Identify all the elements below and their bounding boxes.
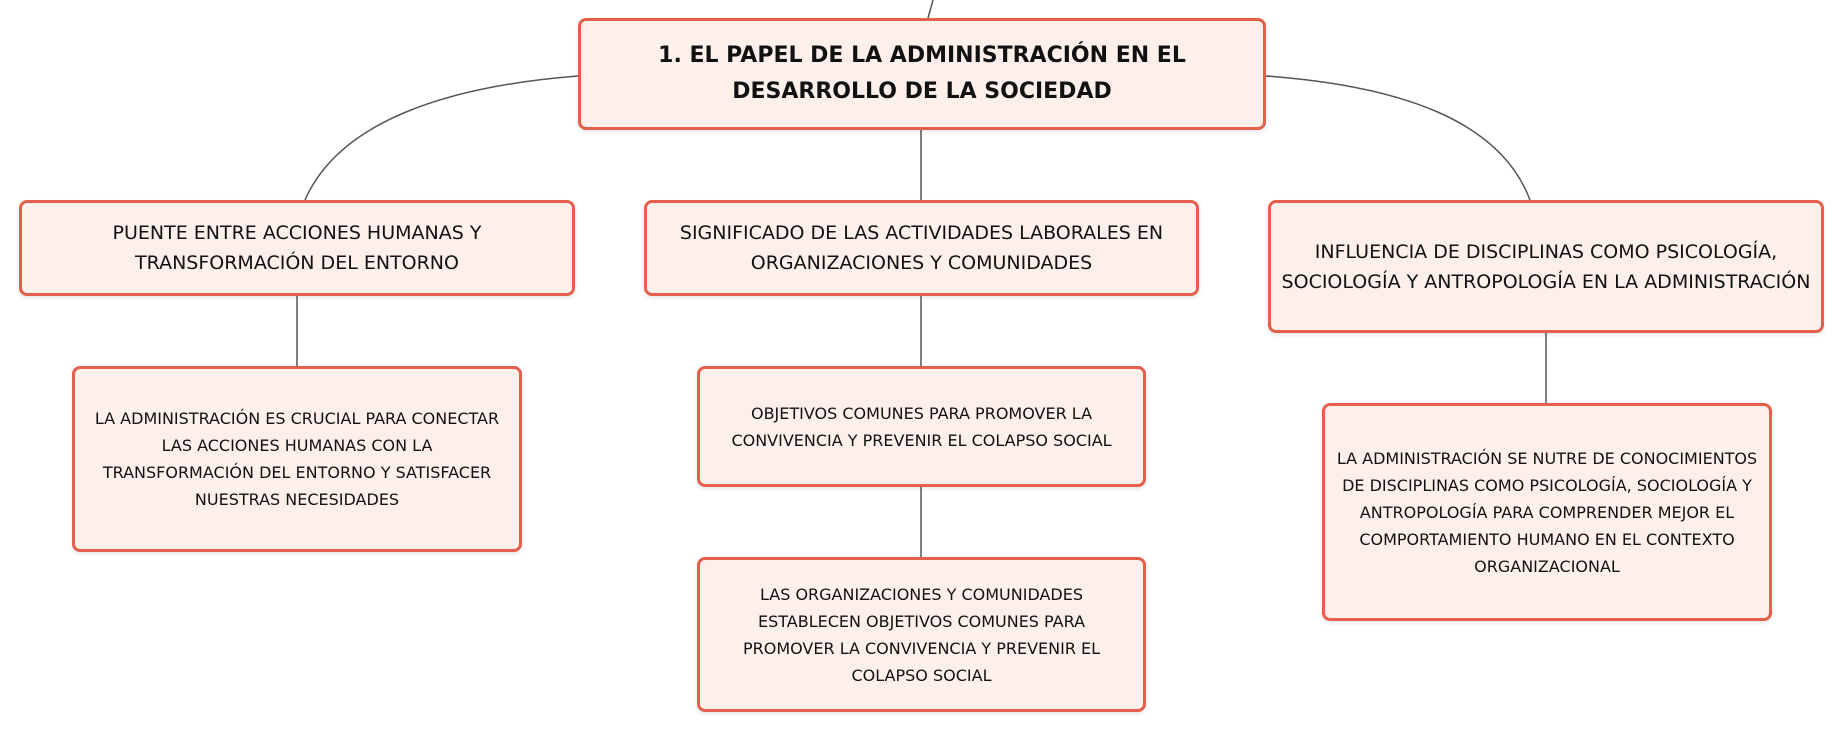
branch-node-bridge[interactable] xyxy=(19,200,575,296)
branch-node-meaning[interactable] xyxy=(644,200,1199,296)
branch-node-disciplines[interactable] xyxy=(1268,200,1824,333)
connector-root-parent xyxy=(928,0,933,18)
branch-node-bridge-label: PUENTE ENTRE ACCIONES HUMANAS Y TRANSFORMACIÓN DEL ENTORNO xyxy=(112,222,482,274)
root-node[interactable] xyxy=(578,18,1266,130)
child-node-bridge[interactable] xyxy=(72,366,522,552)
branch-node-meaning-label: SIGNIFICADO DE LAS ACTIVIDADES LABORALES EN ORGANIZACIONES Y COMUNIDADES xyxy=(679,222,1164,274)
root-node-label: 1. EL PAPEL DE LA ADMINISTRACIÓN EN EL DESARROLLO DE LA SOCIEDAD xyxy=(658,43,1186,104)
child-node-common-goals-label: OBJETIVOS COMUNES PARA PROMOVER LA CONVIVENCIA Y PREVENIR EL COLAPSO SOCIAL xyxy=(731,403,1112,450)
connector-root-branch-1 xyxy=(305,76,578,200)
grandchild-node-organizations[interactable] xyxy=(697,557,1146,712)
child-node-disciplines-label: LA ADMINISTRACIÓN SE NUTRE DE CONOCIMIENTOS DE DISCIPLINAS COMO PSICOLOGÍA, SOCIOLOGÍA Y ANTROPOLOGÍA PARA COMPRENDER MEJOR EL COMPORTAMIENTO HUMANO EN EL CONTEXTO ORGANIZACIONAL xyxy=(1336,448,1758,576)
grandchild-node-organizations-label: LAS ORGANIZACIONES Y COMUNIDADES ESTABLECEN OBJETIVOS COMUNES PARA PROMOVER LA CONVIVENCIA Y PREVENIR EL COLAPSO SOCIAL xyxy=(742,584,1101,685)
child-node-disciplines[interactable] xyxy=(1322,403,1772,621)
child-node-common-goals[interactable] xyxy=(697,366,1146,487)
branch-node-disciplines-label: INFLUENCIA DE DISCIPLINAS COMO PSICOLOGÍA, SOCIOLOGÍA Y ANTROPOLOGÍA EN LA ADMINISTRACIÓN xyxy=(1281,240,1811,293)
connector-root-branch-3 xyxy=(1266,76,1530,200)
child-node-bridge-label: LA ADMINISTRACIÓN ES CRUCIAL PARA CONECTAR LAS ACCIONES HUMANAS CON LA TRANSFORMACIÓN DEL ENTORNO Y SATISFACER NUESTRAS NECESIDADES xyxy=(94,409,500,509)
